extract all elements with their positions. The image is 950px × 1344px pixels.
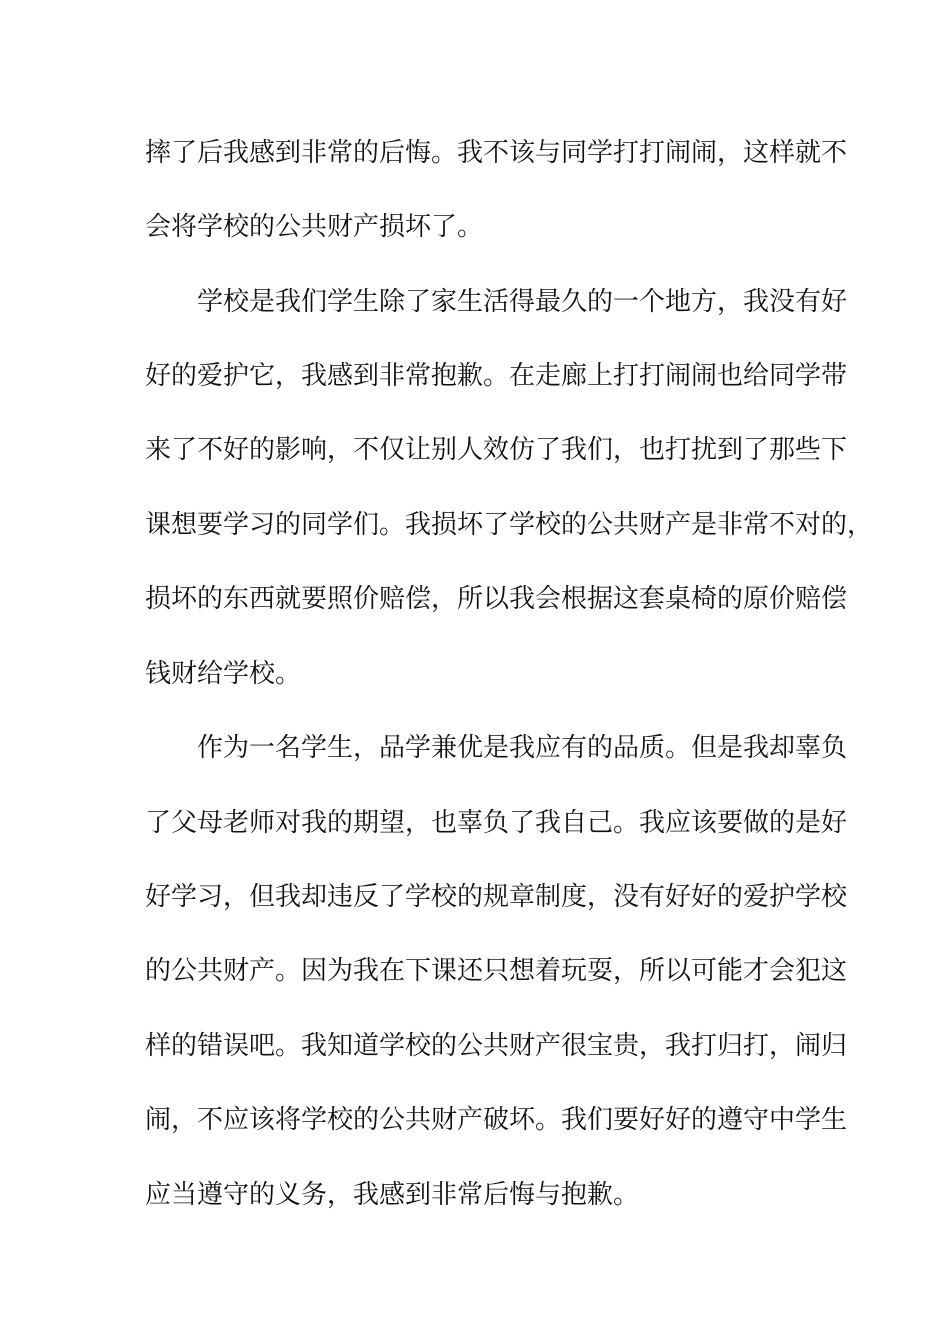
text-line-3: 学校是我们学生除了家生活得最久的一个地方，我没有好 bbox=[145, 287, 848, 317]
text-line-12: 的公共财产。因为我在下课还只想着玩耍，所以可能才会犯这 bbox=[145, 956, 848, 986]
text-line-8: 钱财给学校。 bbox=[145, 659, 302, 689]
text-line-10: 了父母老师对我的期望，也辜负了我自己。我应该要做的是好 bbox=[145, 808, 848, 838]
text-line-11: 好学习，但我却违反了学校的规章制度，没有好好的爱护学校 bbox=[145, 882, 848, 912]
text-line-1: 摔了后我感到非常的后悔。我不该与同学打打闹闹，这样就不 bbox=[145, 138, 848, 168]
text-line-7: 损坏的东西就要照价赔偿，所以我会根据这套桌椅的原价赔偿 bbox=[145, 584, 848, 614]
text-line-9: 作为一名学生，品学兼优是我应有的品质。但是我却辜负 bbox=[145, 733, 848, 763]
text-line-5: 来了不好的影响，不仅让别人效仿了我们，也打扰到了那些下 bbox=[145, 435, 848, 465]
text-line-15: 应当遵守的义务，我感到非常后悔与抱歉。 bbox=[145, 1180, 640, 1210]
text-line-6: 课想要学习的同学们。我损坏了学校的公共财产是非常不对的， bbox=[145, 510, 874, 540]
text-line-2: 会将学校的公共财产损坏了。 bbox=[145, 212, 484, 242]
text-line-14: 闹，不应该将学校的公共财产破坏。我们要好好的遵守中学生 bbox=[145, 1105, 848, 1135]
text-line-13: 样的错误吧。我知道学校的公共财产很宝贵，我打归打，闹归 bbox=[145, 1031, 848, 1061]
text-line-4: 好的爱护它，我感到非常抱歉。在走廊上打打闹闹也给同学带 bbox=[145, 361, 848, 391]
